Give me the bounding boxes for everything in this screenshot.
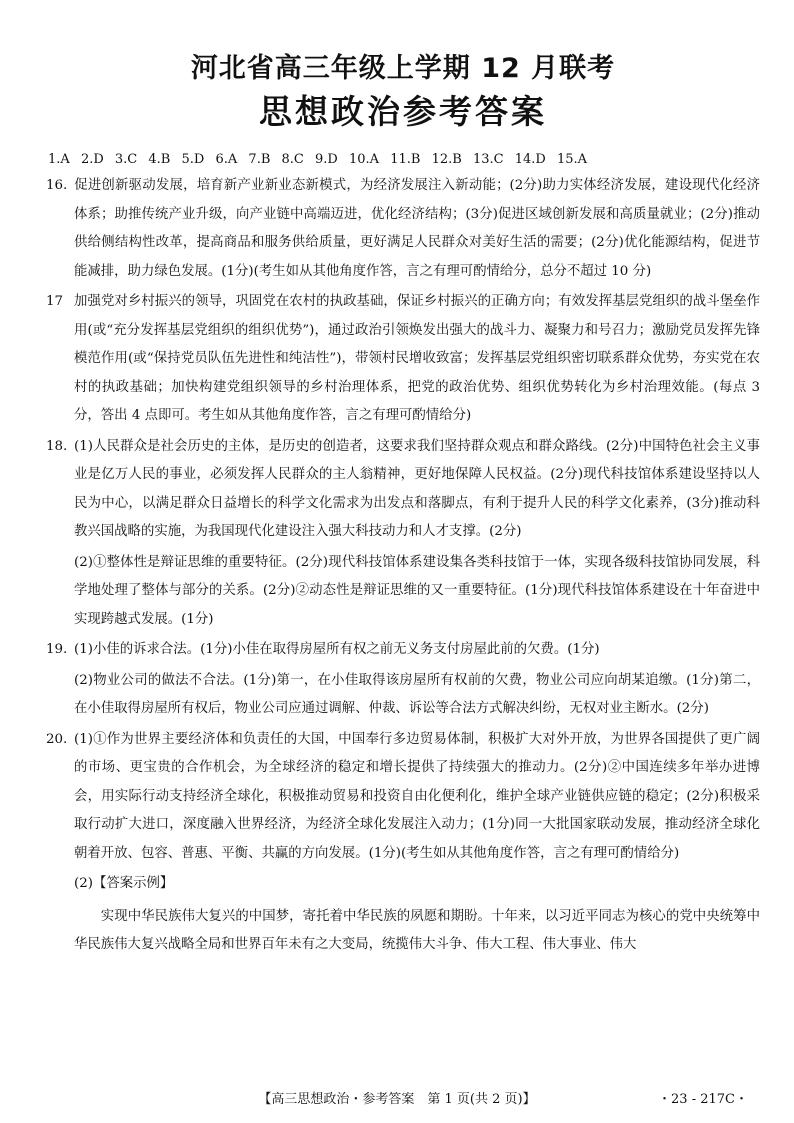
mc-answer: 7.B: [248, 152, 271, 167]
footer-page-label: 【高三思想政治・参考答案 第 1 页(共 2 页)】: [258, 1092, 536, 1107]
question-19: [46, 636, 760, 665]
mc-answer: 13.C: [472, 152, 504, 167]
question-number: 17: [46, 294, 64, 309]
mc-answer: 11.B: [390, 152, 421, 167]
mc-answer: 4.B: [148, 152, 171, 167]
answer-text: 加强党对乡村振兴的领导，巩固党在农村的执政基础，保证乡村振兴的正确方向；有效发挥基层党组织的战斗堡垒作用(或“充分发挥基层党组织的组织优势”)，通过政治引领焕发出强大的战斗力、凝聚力和号召力；激励党员发挥先锋模范作用(或“保持党员队伍先进性和纯洁性”)，带领村民增收致富；发挥基层党组织密切联系群众优势，夯实党在农村的执政基础；加快构建党组织领导的乡村治理体系，把党的政治优势、组织优势转化为乡村治理效能。(每点 3 分，答出 4 点即可。考生如从其他角度作答，言之有理可酌情给分): [74, 294, 760, 423]
answer-part-2: (2)①整体性是辩证思维的重要特征。(2分)现代科技馆体系建设集各类科技馆于一体，实现各级科技馆协同发展，科学地处理了整体与部分的关系。(2分)②动态性是辩证思维的又一重要特征。(1分)现代科技馆体系建设在十年奋进中实现跨越式发展。(1分): [74, 554, 760, 627]
mc-answer: 10.A: [349, 152, 380, 167]
question-number: 20.: [46, 731, 68, 747]
mc-answer: 2.D: [80, 152, 104, 167]
question-18: [46, 433, 760, 547]
question-16: [46, 172, 760, 286]
answer-text: 促进创新驱动发展，培育新产业新业态新模式，为经济发展注入新动能；(2分)助力实体经济发展，建设现代化经济体系；助推传统产业升级，向产业链中高端迈进，优化经济结构；(3分)促进区域创新发展和高质量就业；(2分)推动供给侧结构性改革，提高商品和服务供给质量，更好满足人民群众对美好生活的需要；(2分)优化能源结构，促进节能减排，助力绿色发展。(1分)(考生如从其他角度作答，言之有理可酌情给分，总分不超过 10 分): [74, 178, 760, 279]
multiple-choice-answers: [46, 150, 760, 170]
mc-answer: 14.D: [514, 152, 546, 167]
sample-essay: 实现中华民族伟大复兴的中国梦，寄托着中华民族的夙愿和期盼。十年来，以习近平同志为核心的党中央统筹中华民族伟大复兴战略全局和世界百年未有之大变局，统揽伟大斗争、伟大工程、伟大事业、伟大: [74, 908, 760, 952]
answer-part-2-label: (2)【答案示例】: [74, 876, 174, 891]
question-20: [46, 726, 760, 869]
mc-answer: 15.A: [556, 152, 588, 167]
footer-code: ・23 - 217C・: [658, 1092, 748, 1107]
mc-answer: 6.A: [215, 152, 238, 167]
page-title: 河北省高三年级上学期 12 月联考: [190, 53, 616, 84]
answer-part-2: (2)物业公司的做法不合法。(1分)第一，在小佳取得该房屋所有权前的欠费，物业公司应向胡某追缴。(1分)第二，在小佳取得房屋所有权后，物业公司应通过调解、仲裁、诉讼等合法方式解决纠纷，无权对业主断水。(2分): [74, 672, 760, 716]
mc-answer: 5.D: [181, 152, 205, 167]
question-17: [46, 288, 760, 431]
page-footer: [0, 1088, 794, 1107]
question-number: 16.: [46, 178, 68, 193]
answer-part-1: (1)①作为世界主要经济体和负责任的大国，中国奉行多边贸易体制，积极扩大对外开放，为世界各国提供了更广阔的市场、更宝贵的合作机会，为全球经济的稳定和增长提供了持续强大的推动力。(2分)②中国连续多年举办进博会，用实际行动支持经济全球化，积极推动贸易和投资自由化便利化，维护全球产业链供应链的稳定；(2分)积极采取行动扩大进口，深度融入世界经济，为经济全球化发展注入动力；(1分)同一大批国家联动发展，推动经济全球化朝着开放、包容、普惠、平衡、共赢的方向发展。(1分)(考生如从其他角度作答，言之有理可酌情给分): [74, 731, 760, 861]
mc-answer: 9.D: [315, 152, 338, 167]
question-number: 18.: [46, 438, 68, 454]
mc-answer: 1.A: [48, 152, 70, 167]
mc-answer: 3.C: [114, 152, 138, 167]
question-number: 19.: [46, 642, 68, 657]
answer-part-1: (1)人民群众是社会历史的主体，是历史的创造者，这要求我们坚持群众观点和群众路线。(2分)中国特色社会主义事业是亿万人民的事业，必须发挥人民群众的主人翁精神，更好地保障人民权益。(2分)现代科技馆体系建设坚持以人民为中心，以满足群众日益增长的科学文化需求为出发点和落脚点，有利于提升人民的科学文化素养，(3分)推动科教兴国战略的实施，为我国现代化建设注入强大科技动力和人才支撑。(2分): [74, 438, 760, 539]
answer-part-1: (1)小佳的诉求合法。(1分)小佳在取得房屋所有权之前无义务支付房屋此前的欠费。(1分): [74, 642, 600, 657]
page-subtitle: 思想政治参考答案: [259, 92, 547, 131]
mc-answer: 12.B: [431, 152, 462, 167]
mc-answer: 8.C: [281, 152, 304, 167]
